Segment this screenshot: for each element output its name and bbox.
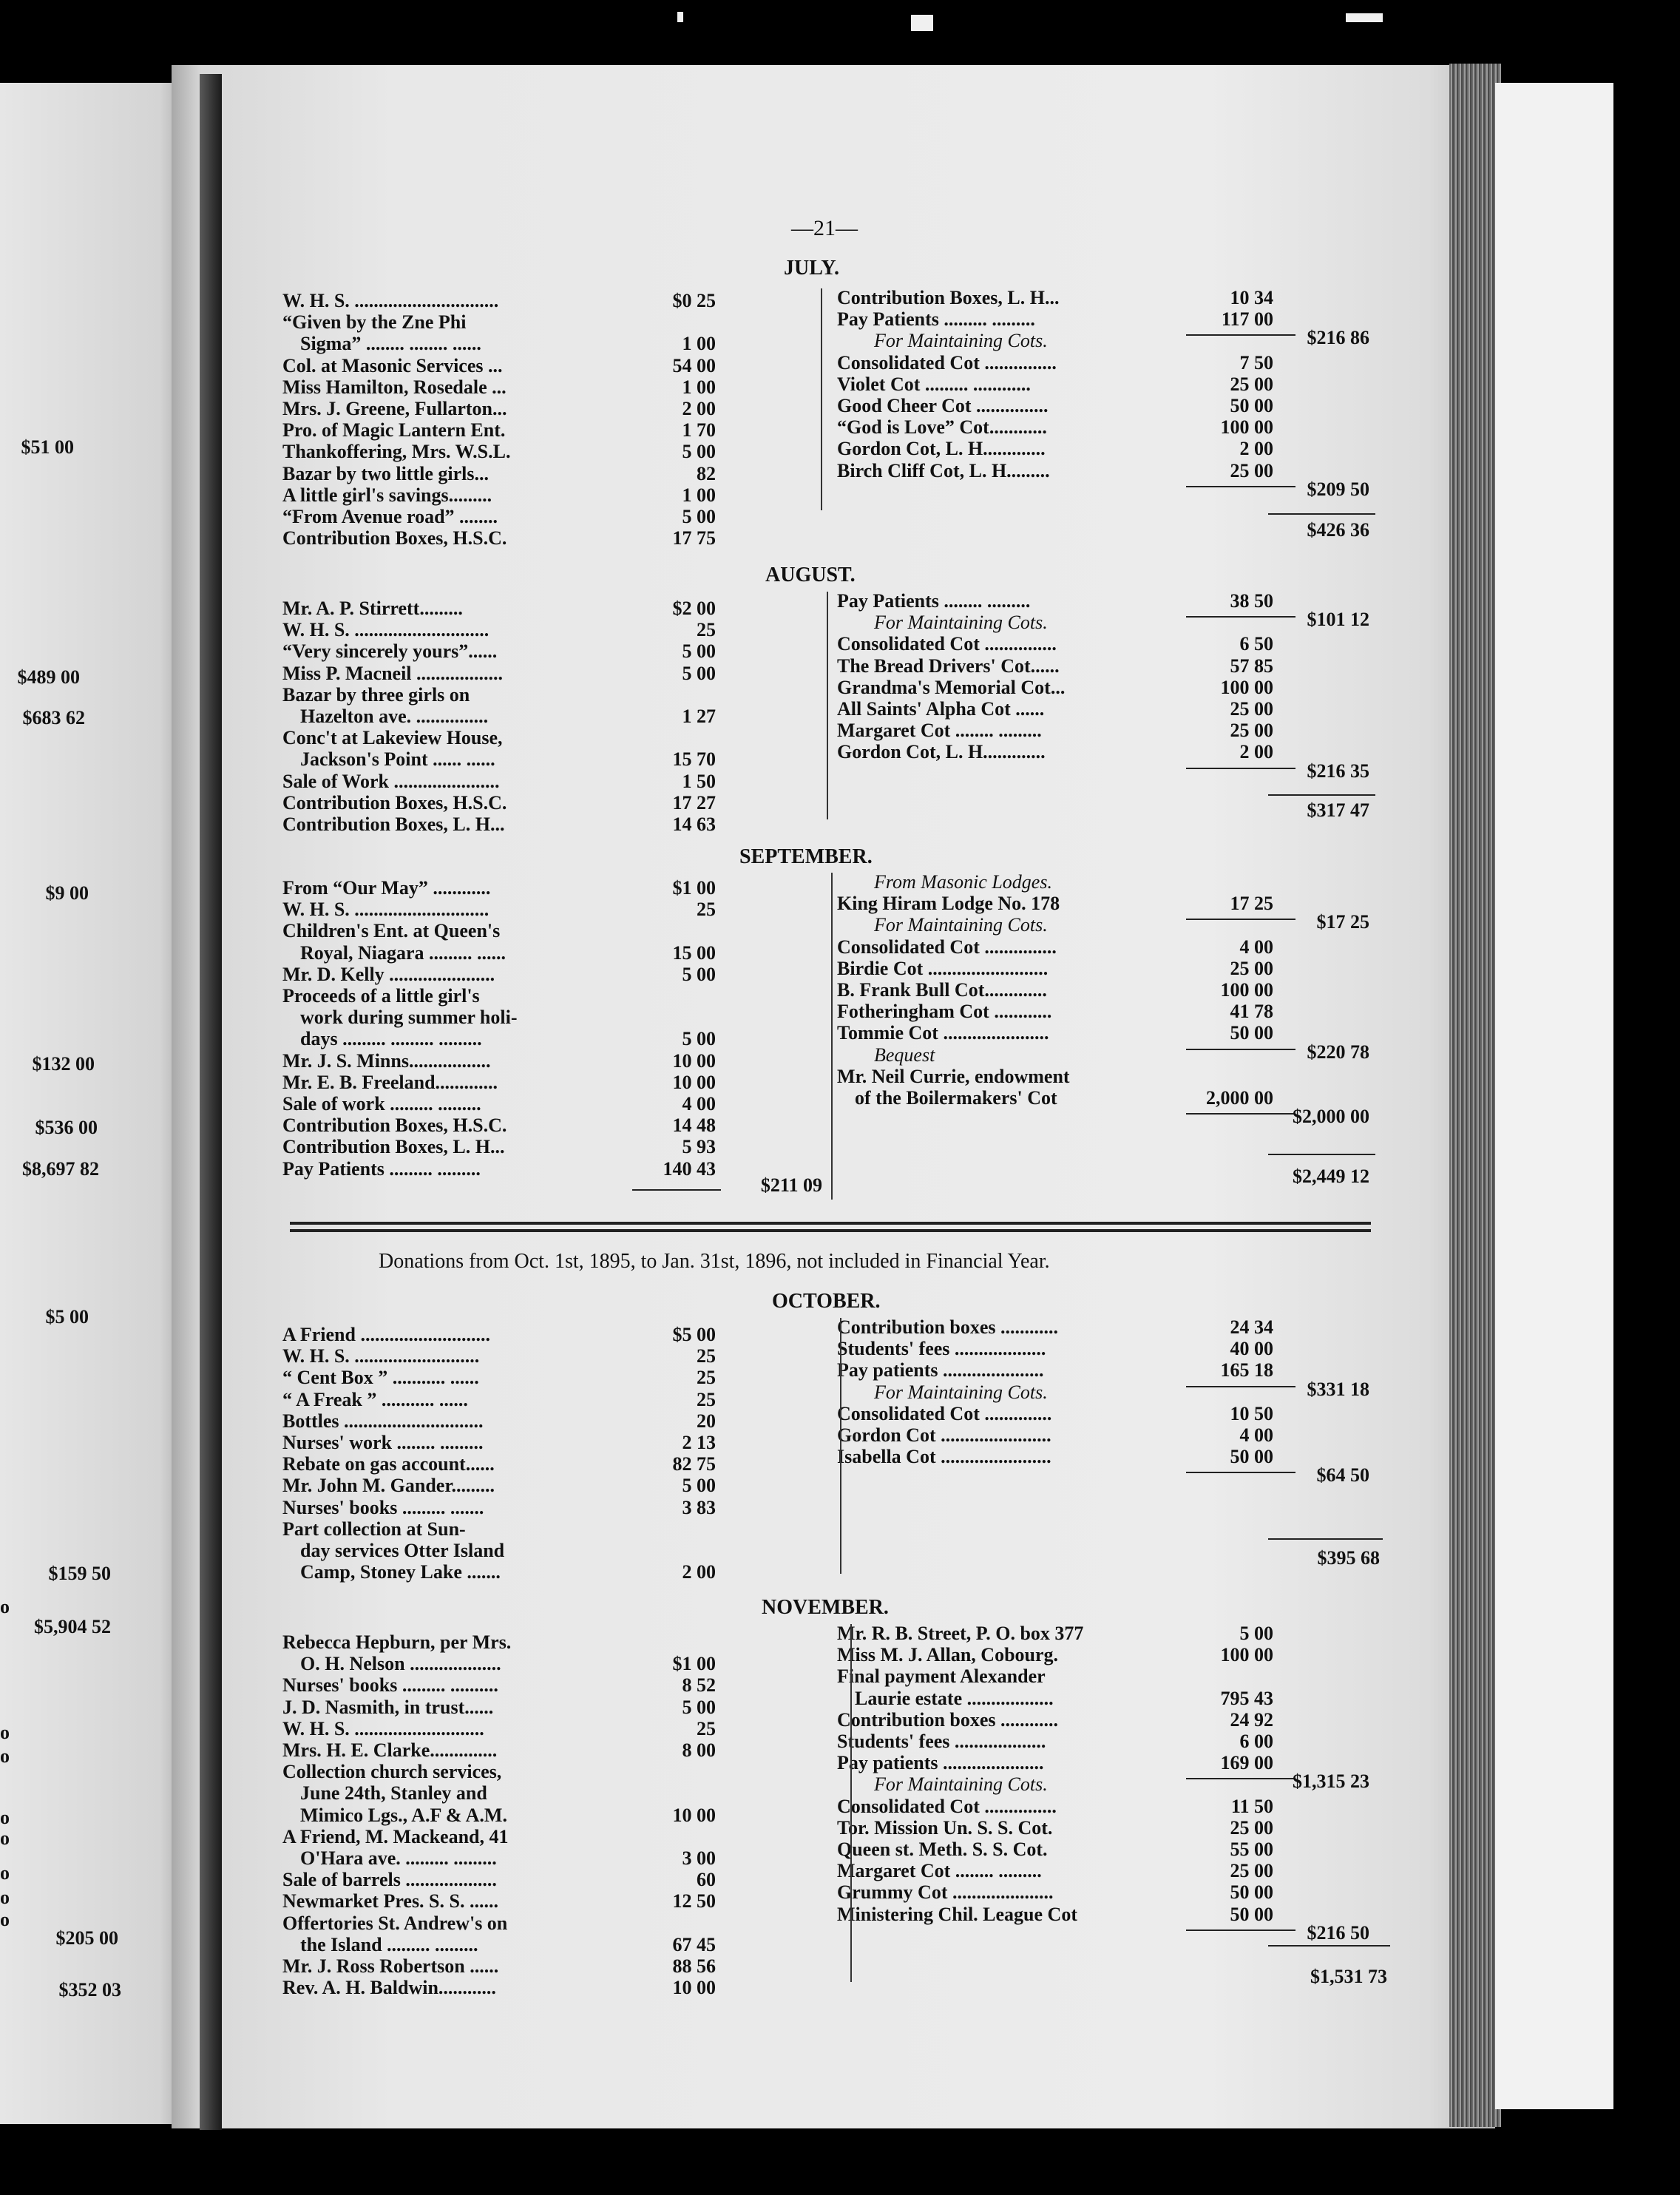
entry-amount: 15 70: [672, 748, 716, 771]
month-heading-august: AUGUST.: [765, 564, 856, 586]
subtotal: $216 50: [1307, 1921, 1369, 1944]
entry-label: Margaret Cot ........ .........: [837, 1860, 1042, 1882]
entry-label: Pay patients .....................: [837, 1359, 1044, 1381]
month-total: $2,449 12: [1293, 1166, 1369, 1187]
entry-label: Tor. Mission Un. S. S. Cot.: [837, 1816, 1053, 1839]
entry-amount: 8 00: [682, 1739, 716, 1761]
entry-amount: 17 75: [672, 527, 716, 549]
entry-label: W. H. S. ............................: [282, 899, 490, 921]
entry-amount: 5 93: [682, 1136, 716, 1158]
entry-amount: 169 00: [1220, 1752, 1273, 1774]
entry-label: Miss M. J. Allan, Cobourg.: [837, 1644, 1059, 1666]
entry-amount: $5 00: [672, 1324, 716, 1345]
entry-amount: 38 50: [1230, 590, 1273, 612]
entry-label: Birch Cliff Cot, L. H.........: [837, 459, 1050, 481]
entry-amount: 11 50: [1230, 1795, 1273, 1817]
entry-label: Miss P. Macneil ..................: [282, 662, 504, 684]
entry-label: Camp, Stoney Lake .......: [300, 1561, 501, 1583]
entry-amount: 1 00: [682, 376, 716, 398]
subheading: For Maintaining Cots.: [874, 914, 1048, 936]
entry-label: “God is Love” Cot............: [837, 416, 1047, 439]
entry-label: Consolidated Cot ...............: [837, 1795, 1057, 1817]
entry-label: Rev. A. H. Baldwin............: [282, 1977, 496, 1999]
entry-amount: 5 00: [682, 1696, 716, 1718]
backing-board: [1495, 83, 1613, 2109]
entry-label: Pay Patients ......... .........: [837, 308, 1035, 331]
entry-amount: 50 00: [1230, 395, 1273, 416]
entry-label: Col. at Masonic Services ...: [282, 354, 503, 376]
entry-amount: 20: [697, 1410, 716, 1432]
facing-page: [0, 83, 200, 2124]
subheading: For Maintaining Cots.: [874, 1773, 1048, 1796]
facing-page-figure: $536 00: [35, 1117, 98, 1138]
entry-amount: 140 43: [663, 1157, 716, 1180]
entry-label: Nurses' books ......... .......: [282, 1496, 484, 1518]
facing-page-figure: $132 00: [32, 1053, 95, 1075]
entry-amount: 25 00: [1230, 373, 1273, 395]
dash-rule: [1186, 1386, 1295, 1387]
entry-amount: 12 50: [672, 1890, 716, 1912]
entry-label: Consolidated Cot ..............: [837, 1402, 1052, 1424]
entry-label: Part collection at Sun-: [282, 1518, 466, 1540]
entry-amount: 82: [697, 462, 716, 484]
entry-label: Birdie Cot .........................: [837, 957, 1049, 979]
subtotal: $101 12: [1307, 609, 1369, 631]
entry-label: Gordon Cot .......................: [837, 1424, 1051, 1446]
entry-amount: 4 00: [682, 1093, 716, 1115]
entry-label: Queen st. Meth. S. S. Cot.: [837, 1839, 1048, 1860]
entry-amount: 25: [697, 1388, 716, 1410]
dash-rule: [1186, 616, 1295, 618]
entry-label: of the Boilermakers' Cot: [855, 1087, 1057, 1109]
speck: [1346, 13, 1383, 22]
dash-rule: [1186, 486, 1295, 487]
subheading: For Maintaining Cots.: [874, 330, 1048, 352]
entry-label: Jackson's Point ...... ......: [300, 748, 495, 771]
entry-amount: 40 00: [1230, 1338, 1273, 1360]
entry-amount: 3 00: [682, 1847, 716, 1869]
subheading: For Maintaining Cots.: [874, 612, 1048, 634]
entry-label: Students' fees ...................: [837, 1731, 1046, 1752]
entry-label: Violet Cot ......... ............: [837, 373, 1031, 395]
entry-label: Pay patients .....................: [837, 1752, 1044, 1774]
entry-amount: 50 00: [1230, 1446, 1273, 1468]
entry-label: Mr. D. Kelly ......................: [282, 963, 495, 985]
entry-amount: 100 00: [1220, 979, 1273, 1001]
entry-amount: $2 00: [672, 598, 716, 619]
entry-amount: $1 00: [672, 877, 716, 899]
subtotal: $1,315 23: [1293, 1770, 1369, 1793]
entry-label: Isabella Cot .......................: [837, 1446, 1051, 1468]
entry-label: work during summer holi-: [300, 1007, 518, 1029]
facing-page-fragment: o: [0, 1909, 10, 1930]
entry-label: Bazar by two little girls...: [282, 462, 489, 484]
dash-rule: [1186, 919, 1295, 920]
entry-label: Grummy Cot .....................: [837, 1881, 1054, 1904]
dash-rule: [1186, 334, 1295, 336]
entry-label: Contribution Boxes, L. H...: [282, 814, 505, 835]
entry-label: J. D. Nasmith, in trust......: [282, 1696, 494, 1718]
entry-amount: 54 00: [672, 354, 716, 376]
facing-page-figure: $352 03: [58, 1979, 121, 2000]
entry-label: Mr. A. P. Stirrett.........: [282, 598, 463, 619]
facing-page-fragment: o: [0, 1862, 10, 1884]
entry-amount: 2 00: [682, 398, 716, 419]
entry-label: Contribution Boxes, H.S.C.: [282, 1115, 507, 1137]
entry-label: Sigma” ........ ........ ......: [300, 333, 481, 355]
facing-page-fragment: o: [0, 1807, 10, 1828]
facing-page-fragment: o: [0, 1745, 10, 1767]
facing-page-figure: $205 00: [55, 1927, 118, 1949]
subtotal: $17 25: [1316, 911, 1369, 933]
facing-page-fragment: o: [0, 1887, 10, 1908]
entry-amount: $1 00: [672, 1653, 716, 1675]
subtotal: $64 50: [1316, 1464, 1369, 1487]
facing-page-figure: $5,904 52: [34, 1616, 111, 1637]
entry-label: Collection church services,: [282, 1761, 502, 1783]
entry-amount: 60: [697, 1869, 716, 1891]
rule: [1268, 1945, 1390, 1947]
entry-amount: 8 52: [682, 1674, 716, 1697]
column-divider: [827, 592, 828, 819]
entry-amount: 10 34: [1230, 287, 1273, 308]
entry-label: Mr. J. Ross Robertson ......: [282, 1955, 499, 1977]
facing-page-fragment: o: [0, 1722, 10, 1743]
facing-page-fragment: o: [0, 1827, 10, 1849]
facing-page-figure: $683 62: [22, 707, 85, 728]
entry-label: O. H. Nelson ...................: [300, 1653, 501, 1675]
facing-page-figure: $9 00: [45, 882, 89, 904]
entry-amount: 25: [697, 1345, 716, 1367]
month-total: $426 36: [1307, 519, 1369, 541]
entry-label: A Friend, M. Mackeand, 41: [282, 1825, 509, 1847]
entry-label: Miss Hamilton, Rosedale ...: [282, 376, 507, 398]
entry-amount: 5 00: [1239, 1623, 1273, 1644]
entry-amount: 17 25: [1230, 893, 1273, 915]
month-heading-october: OCTOBER.: [772, 1290, 881, 1313]
entry-amount: 100 00: [1220, 416, 1273, 439]
speck: [911, 15, 933, 31]
dash-rule: [1186, 1472, 1295, 1473]
entry-label: Hazelton ave. ...............: [300, 706, 489, 727]
entry-amount: 57 85: [1230, 655, 1273, 677]
entry-label: Newmarket Pres. S. S. ......: [282, 1890, 498, 1912]
facing-page-figure: $159 50: [48, 1563, 111, 1584]
entry-label: Nurses' books ......... ..........: [282, 1674, 498, 1697]
entry-label: Consolidated Cot ...............: [837, 633, 1057, 655]
entry-label: Students' fees ...................: [837, 1338, 1046, 1360]
month-heading-july: JULY.: [784, 257, 839, 280]
entry-amount: 67 45: [672, 1933, 716, 1955]
entry-amount: 5 00: [682, 662, 716, 684]
dash-rule: [1186, 1113, 1295, 1115]
column-divider: [850, 1624, 852, 1982]
entry-amount: 1 00: [682, 333, 716, 355]
entry-amount: 1 70: [682, 419, 716, 442]
entry-amount: 17 27: [672, 791, 716, 814]
subtotal: $216 35: [1307, 760, 1369, 782]
facing-page-figure: $489 00: [17, 666, 80, 688]
facing-page-figure: $8,697 82: [22, 1158, 99, 1180]
subtotal: $216 86: [1307, 327, 1369, 349]
entry-label: Nurses' work ........ .........: [282, 1432, 484, 1453]
entry-label: “ Cent Box ” ........... ......: [282, 1367, 479, 1389]
entry-amount: 14 63: [672, 814, 716, 835]
entry-amount: 50 00: [1230, 1903, 1273, 1925]
entry-amount: 50 00: [1230, 1022, 1273, 1044]
entry-label: King Hiram Lodge No. 178: [837, 893, 1060, 915]
entry-label: All Saints' Alpha Cot ......: [837, 698, 1045, 720]
entry-amount: 10 00: [672, 1804, 716, 1826]
double-rule: [290, 1222, 1371, 1232]
entry-label: Mr. E. B. Freeland.............: [282, 1071, 498, 1093]
entry-label: Pro. of Magic Lantern Ent.: [282, 419, 506, 442]
entry-label: Fotheringham Cot ............: [837, 1001, 1052, 1023]
entry-label: B. Frank Bull Cot.............: [837, 979, 1047, 1001]
month-heading-november: NOVEMBER.: [762, 1596, 889, 1619]
dash-rule: [1186, 1778, 1295, 1779]
entry-label: Consolidated Cot ...............: [837, 351, 1057, 373]
entry-label: Final payment Alexander: [837, 1665, 1046, 1688]
entry-label: O'Hara ave. ......... .........: [300, 1847, 497, 1869]
entry-label: the Island ......... .........: [300, 1933, 478, 1955]
entry-amount: 100 00: [1220, 1644, 1273, 1666]
month-total: $395 68: [1317, 1547, 1380, 1569]
entry-label: Mr. J. S. Minns.................: [282, 1049, 491, 1072]
entry-label: Contribution Boxes, L. H...: [282, 1136, 505, 1158]
entry-label: Mrs. J. Greene, Fullarton...: [282, 398, 507, 419]
dash-rule: [1186, 1929, 1295, 1931]
entry-label: Contribution Boxes, L. H...: [837, 287, 1060, 308]
entry-label: Pay Patients ......... .........: [282, 1157, 481, 1180]
entry-amount: 1 27: [682, 706, 716, 727]
entry-label: Royal, Niagara ......... ......: [300, 941, 507, 964]
entry-amount: 15 00: [672, 941, 716, 964]
entry-amount: 100 00: [1220, 676, 1273, 698]
entry-label: A Friend ...........................: [282, 1324, 490, 1345]
dash-rule: [1186, 1049, 1295, 1050]
entry-amount: 2 00: [1239, 741, 1273, 763]
entry-label: A little girl's savings.........: [282, 484, 492, 506]
entry-label: “ A Freak ” ........... ......: [282, 1388, 468, 1410]
entry-label: Consolidated Cot ...............: [837, 936, 1057, 958]
column-divider: [831, 873, 833, 1200]
gutter: [200, 74, 222, 2130]
entry-amount: 25: [697, 619, 716, 641]
entry-label: The Bread Drivers' Cot......: [837, 655, 1060, 677]
entry-label: Good Cheer Cot ...............: [837, 395, 1049, 416]
entry-amount: 2 00: [682, 1561, 716, 1583]
section-subtotal: $211 09: [760, 1174, 822, 1196]
entry-label: Thankoffering, Mrs. W.S.L.: [282, 441, 511, 463]
entry-label: Bottles .............................: [282, 1410, 484, 1432]
entry-label: Mr. R. B. Street, P. O. box 377: [837, 1623, 1084, 1644]
subtotal: $209 50: [1307, 478, 1369, 500]
entry-amount: 7 50: [1239, 351, 1273, 373]
entry-amount: 25 00: [1230, 720, 1273, 742]
entry-label: W. H. S. ............................: [282, 619, 490, 641]
entry-amount: 25 00: [1230, 1816, 1273, 1839]
entry-label: Sale of barrels ...................: [282, 1869, 497, 1891]
entry-label: Mimico Lgs., A.F & A.M.: [300, 1804, 507, 1826]
entry-label: “From Avenue road” ........: [282, 506, 498, 527]
entry-label: Contribution boxes ............: [837, 1708, 1059, 1731]
entry-label: “Given by the Zne Phi: [282, 311, 467, 334]
rule: [632, 1189, 721, 1191]
entry-amount: 1 50: [682, 770, 716, 792]
subtotal: $331 18: [1307, 1378, 1369, 1400]
subheading: Bequest: [874, 1044, 935, 1066]
entry-label: Margaret Cot ........ .........: [837, 720, 1042, 742]
entry-amount: 25: [697, 1367, 716, 1389]
entry-amount: 6 50: [1239, 633, 1273, 655]
entry-amount: 25 00: [1230, 957, 1273, 979]
entry-amount: 14 48: [672, 1115, 716, 1137]
entry-label: From “Our May” ............: [282, 877, 491, 899]
rule: [1268, 1538, 1383, 1540]
speck: [677, 12, 683, 22]
entry-amount: 4 00: [1239, 936, 1273, 958]
entry-amount: 24 34: [1230, 1316, 1273, 1338]
entry-label: W. H. S. ..............................: [282, 290, 499, 311]
entry-amount: 10 50: [1230, 1402, 1273, 1424]
entry-amount: 24 92: [1230, 1708, 1273, 1731]
entry-amount: 5 00: [682, 441, 716, 463]
entry-label: Tommie Cot ......................: [837, 1022, 1049, 1044]
entry-label: Bazar by three girls on: [282, 683, 470, 706]
entry-amount: 5 00: [682, 1475, 716, 1497]
entry-amount: 1 00: [682, 484, 716, 506]
month-total: $1,531 73: [1310, 1966, 1387, 1987]
facing-page-fragment: o: [0, 1596, 10, 1617]
entry-label: Conc't at Lakeview House,: [282, 727, 503, 749]
entry-label: Grandma's Memorial Cot...: [837, 676, 1066, 698]
entry-amount: 25 00: [1230, 698, 1273, 720]
entry-amount: 5 00: [682, 640, 716, 663]
entry-amount: 55 00: [1230, 1839, 1273, 1860]
entry-amount: 10 00: [672, 1049, 716, 1072]
entry-amount: 25: [697, 1717, 716, 1739]
entry-label: Proceeds of a little girl's: [282, 985, 480, 1007]
rule: [1268, 794, 1375, 796]
entry-label: “Very sincerely yours”......: [282, 640, 498, 663]
entry-amount: 165 18: [1220, 1359, 1273, 1381]
entry-amount: 41 78: [1230, 1001, 1273, 1023]
entry-amount: 3 83: [682, 1496, 716, 1518]
entry-label: Sale of work ......... .........: [282, 1093, 481, 1115]
entry-amount: 5 00: [682, 963, 716, 985]
footnote: Donations from Oct. 1st, 1895, to Jan. 31st, 1896, not included in Financial Year.: [379, 1250, 1050, 1273]
entry-label: Rebate on gas account......: [282, 1453, 495, 1475]
entry-amount: 117 00: [1221, 308, 1273, 331]
rule: [1268, 513, 1375, 515]
dash-rule: [1186, 768, 1295, 769]
subtotal: $2,000 00: [1293, 1106, 1369, 1128]
entry-label: Offertories St. Andrew's on: [282, 1912, 508, 1934]
entry-label: Sale of Work ......................: [282, 770, 500, 792]
subheading: From Masonic Lodges.: [874, 871, 1052, 893]
column-divider: [840, 1318, 841, 1574]
entry-amount: 2,000 00: [1206, 1087, 1273, 1109]
entry-amount: 25 00: [1230, 1860, 1273, 1882]
entry-amount: 5 00: [682, 506, 716, 527]
facing-page-figure: $51 00: [21, 436, 74, 458]
entry-amount: 82 75: [672, 1453, 716, 1475]
entry-label: Mr. John M. Gander.........: [282, 1475, 495, 1497]
entry-label: Laurie estate ..................: [855, 1687, 1054, 1709]
entry-label: Mrs. H. E. Clarke..............: [282, 1739, 498, 1761]
entry-amount: 10 00: [672, 1071, 716, 1093]
page-edge: [1449, 64, 1501, 2127]
entry-amount: 6 00: [1239, 1731, 1273, 1752]
entry-amount: 50 00: [1230, 1881, 1273, 1904]
month-heading-september: SEPTEMBER.: [739, 845, 873, 868]
entry-amount: 2 00: [1239, 438, 1273, 460]
entry-amount: 25 00: [1230, 459, 1273, 481]
entry-label: W. H. S. ...........................: [282, 1717, 484, 1739]
rule: [1268, 1154, 1375, 1155]
entry-amount: $0 25: [672, 290, 716, 311]
column-divider: [821, 288, 822, 510]
subheading: For Maintaining Cots.: [874, 1381, 1048, 1403]
entry-label: day services Otter Island: [300, 1540, 505, 1561]
entry-label: Rebecca Hepburn, per Mrs.: [282, 1631, 512, 1653]
page-number: —21—: [791, 216, 858, 240]
entry-amount: 25: [697, 899, 716, 921]
entry-label: days ......... ......... .........: [300, 1028, 482, 1050]
entry-label: Gordon Cot, L. H.............: [837, 438, 1046, 460]
entry-amount: 2 13: [682, 1432, 716, 1453]
entry-label: Contribution Boxes, H.S.C.: [282, 527, 507, 549]
entry-label: June 24th, Stanley and: [300, 1782, 487, 1805]
entry-label: Contribution boxes ............: [837, 1316, 1059, 1338]
month-total: $317 47: [1307, 799, 1369, 821]
subtotal: $220 78: [1307, 1041, 1369, 1063]
entry-label: Contribution Boxes, H.S.C.: [282, 791, 507, 814]
entry-label: W. H. S. ..........................: [282, 1345, 480, 1367]
entry-label: Children's Ent. at Queen's: [282, 920, 501, 942]
entry-amount: 795 43: [1220, 1687, 1273, 1709]
entry-amount: 88 56: [672, 1955, 716, 1977]
facing-page-figure: $5 00: [45, 1306, 89, 1328]
entry-label: Gordon Cot, L. H.............: [837, 741, 1046, 763]
entry-label: Pay Patients ........ .........: [837, 590, 1031, 612]
entry-amount: 5 00: [682, 1028, 716, 1050]
entry-amount: 10 00: [672, 1977, 716, 1999]
entry-label: Mr. Neil Currie, endowment: [837, 1065, 1070, 1087]
entry-label: Ministering Chil. League Cot: [837, 1903, 1077, 1925]
entry-amount: 4 00: [1239, 1424, 1273, 1446]
